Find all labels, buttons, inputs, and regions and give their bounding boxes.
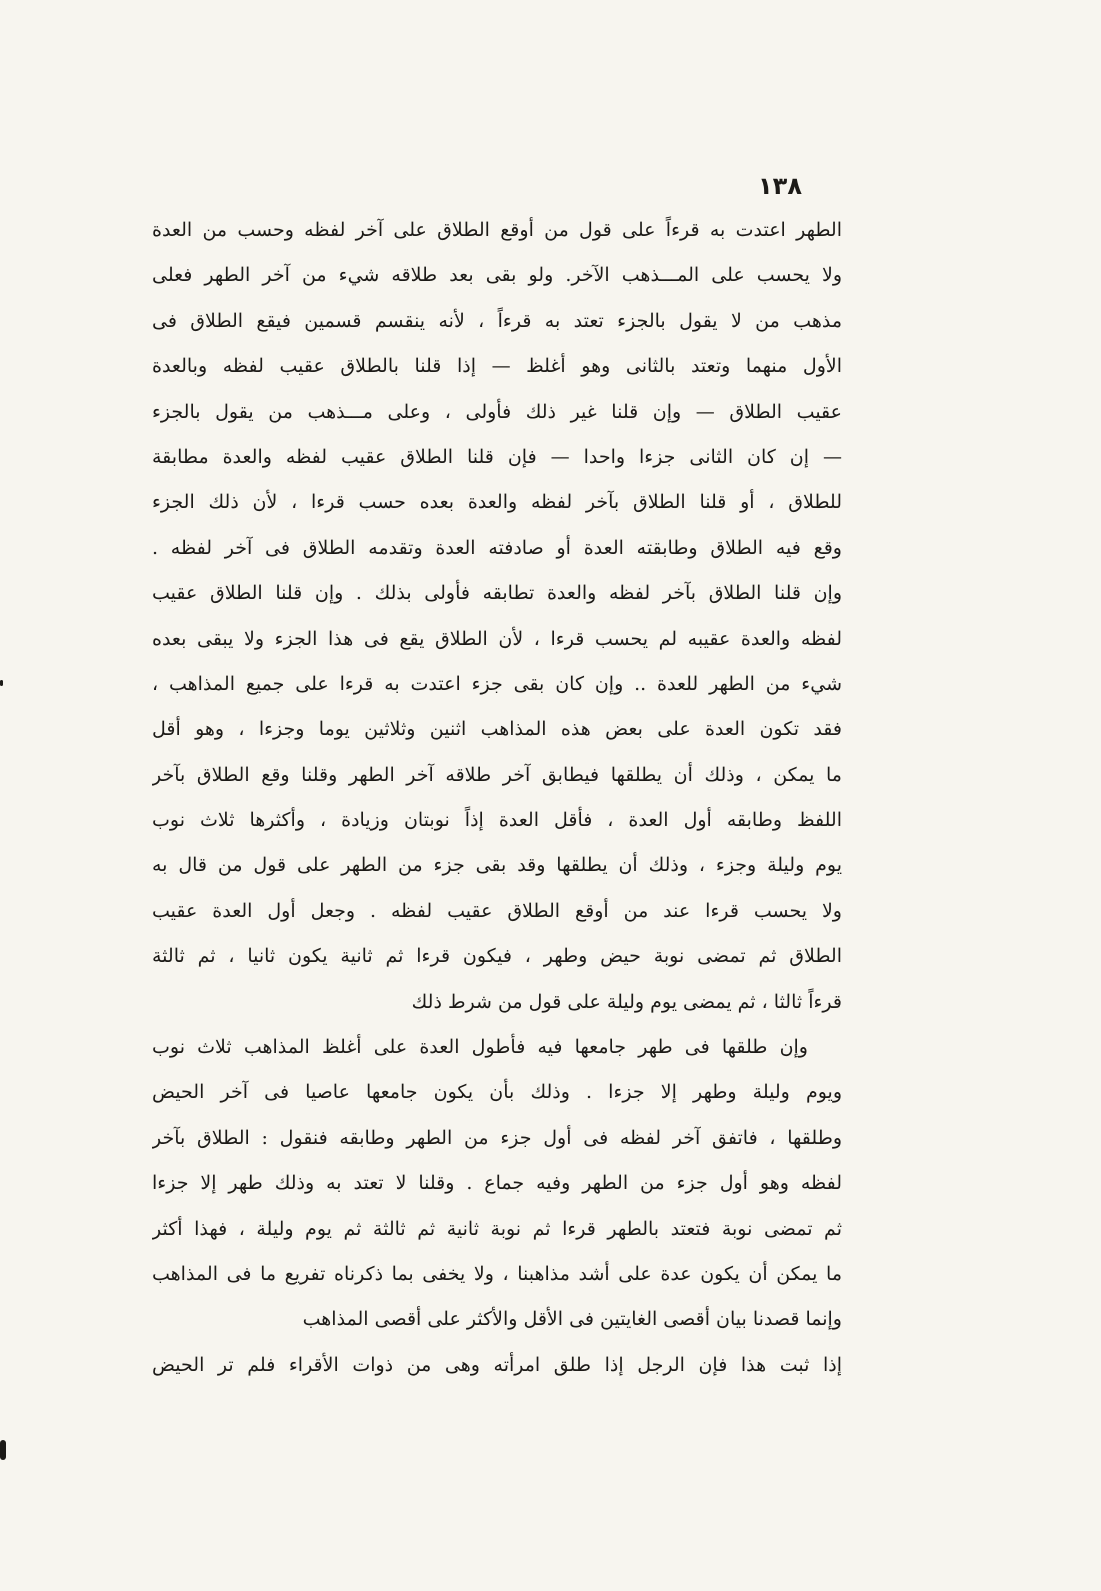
text-line: ولا يحسب قرءا عند من أوقع الطلاق عقيب لفظه . وجعل أول العدة عقيب — [152, 899, 842, 922]
text-line: وطلقها ، فاتفق آخر لفظه فى أول جزء من الطهر وطابقه فنقول : الطلاق بآخر — [152, 1126, 842, 1149]
text-line: ما يمكن أن يكون عدة على أشد مذاهبنا ، ولا يخفى بما ذكرناه تفريع ما فى المذاهب — [152, 1262, 842, 1285]
paragraph-start-line: وإن طلقها فى طهر جامعها فيه فأطول العدة على أغلظ المذاهب ثلاث نوب — [152, 1036, 808, 1059]
text-line: اللفظ وطابقه أول العدة ، فأقل العدة إذاً نوبتان وزيادة ، وأكثرها ثلاث نوب — [152, 809, 842, 832]
text-line: فقد تكون العدة على بعض هذه المذاهب اثنين وثلاثين يوما وجزءا ، وهو أقل — [152, 718, 842, 741]
text-line: عقيب الطلاق — وإن قلنا غير ذلك فأولى ، وعلى مـــذهب من يقول بالجزء — [152, 400, 842, 423]
text-line: — إن كان الثانى جزءا واحدا — فإن قلنا الطلاق عقيب لفظه والعدة مطابقة — [152, 445, 842, 468]
text-line: لفظه وهو أول جزء من الطهر وفيه جماع . وقلنا لا تعتد به وذلك طهر إلا جزءا — [152, 1172, 842, 1195]
paragraph-start-line: إذا ثبت هذا فإن الرجل إذا طلق امرأته وهى من ذوات الأقراء فلم تر الحيض — [152, 1353, 842, 1376]
scan-speck — [0, 680, 3, 686]
text-line: ثم تمضى نوبة فتعتد بالطهر قرءا ثم نوبة ثانية ثم ثالثة ثم يوم وليلة ، فهذا أكثر — [152, 1217, 842, 1240]
text-line: وإن قلنا الطلاق بآخر لفظه والعدة تطابقه فأولى بذلك . وإن قلنا الطلاق عقيب — [152, 582, 842, 605]
scan-edge-mark — [0, 1440, 6, 1460]
text-line: ويوم وليلة وطهر إلا جزءا . وذلك بأن يكون جامعها عاصيا فى آخر الحيض — [152, 1081, 842, 1104]
text-line: ما يمكن ، وذلك أن يطلقها فيطابق آخر طلاقه آخر الطهر وقلنا وقع الطلاق بآخر — [152, 763, 842, 786]
text-line: الأول منهما وتعتد بالثانى وهو أغلظ — إذا قلنا بالطلاق عقيب لفظه وبالعدة — [152, 355, 842, 378]
text-line: ولا يحسب على المـــذهب الآخر. ولو بقى بعد طلاقه شيء من آخر الطهر فعلى — [152, 264, 842, 287]
body-text — [152, 208, 842, 1388]
text-line: الطهر اعتدت به قرءاً على قول من أوقع الطلاق على آخر لفظه وحسب من العدة — [152, 219, 842, 241]
text-line: قرءاً ثالثا ، ثم يمضى يوم وليلة على قول من شرط ذلك — [411, 990, 842, 1013]
text-line: لفظه والعدة عقيبه لم يحسب قرءا ، لأن الطلاق يقع فى هذا الجزء ولا يبقى بعده — [152, 627, 842, 650]
page-number: ١٣٨ — [758, 172, 802, 200]
text-line: شيء من الطهر للعدة .. وإن كان بقى جزء اعتدت به قرءا على جميع المذاهب ، — [152, 672, 842, 695]
text-line: وإنما قصدنا بيان أقصى الغايتين فى الأقل والأكثر على أقصى المذاهب — [302, 1308, 842, 1331]
text-line: مذهب من لا يقول بالجزء تعتد به قرءاً ، لأنه ينقسم قسمين فيقع الطلاق فى — [152, 309, 842, 332]
text-line: وقع فيه الطلاق وطابقته العدة أو صادفته العدة وتقدمه الطلاق فى آخر لفظه . — [152, 536, 842, 559]
text-line: يوم وليلة وجزء ، وذلك أن يطلقها وقد بقى جزء من الطهر على قول من قال به — [152, 854, 842, 877]
text-line: الطلاق ثم تمضى نوبة حيض وطهر ، فيكون قرءا ثم ثانية يكون ثانيا ، ثم ثالثة — [152, 945, 842, 968]
text-line: للطلاق ، أو قلنا الطلاق بآخر لفظه والعدة بعده حسب قرءا ، لأن ذلك الجزء — [152, 491, 842, 514]
